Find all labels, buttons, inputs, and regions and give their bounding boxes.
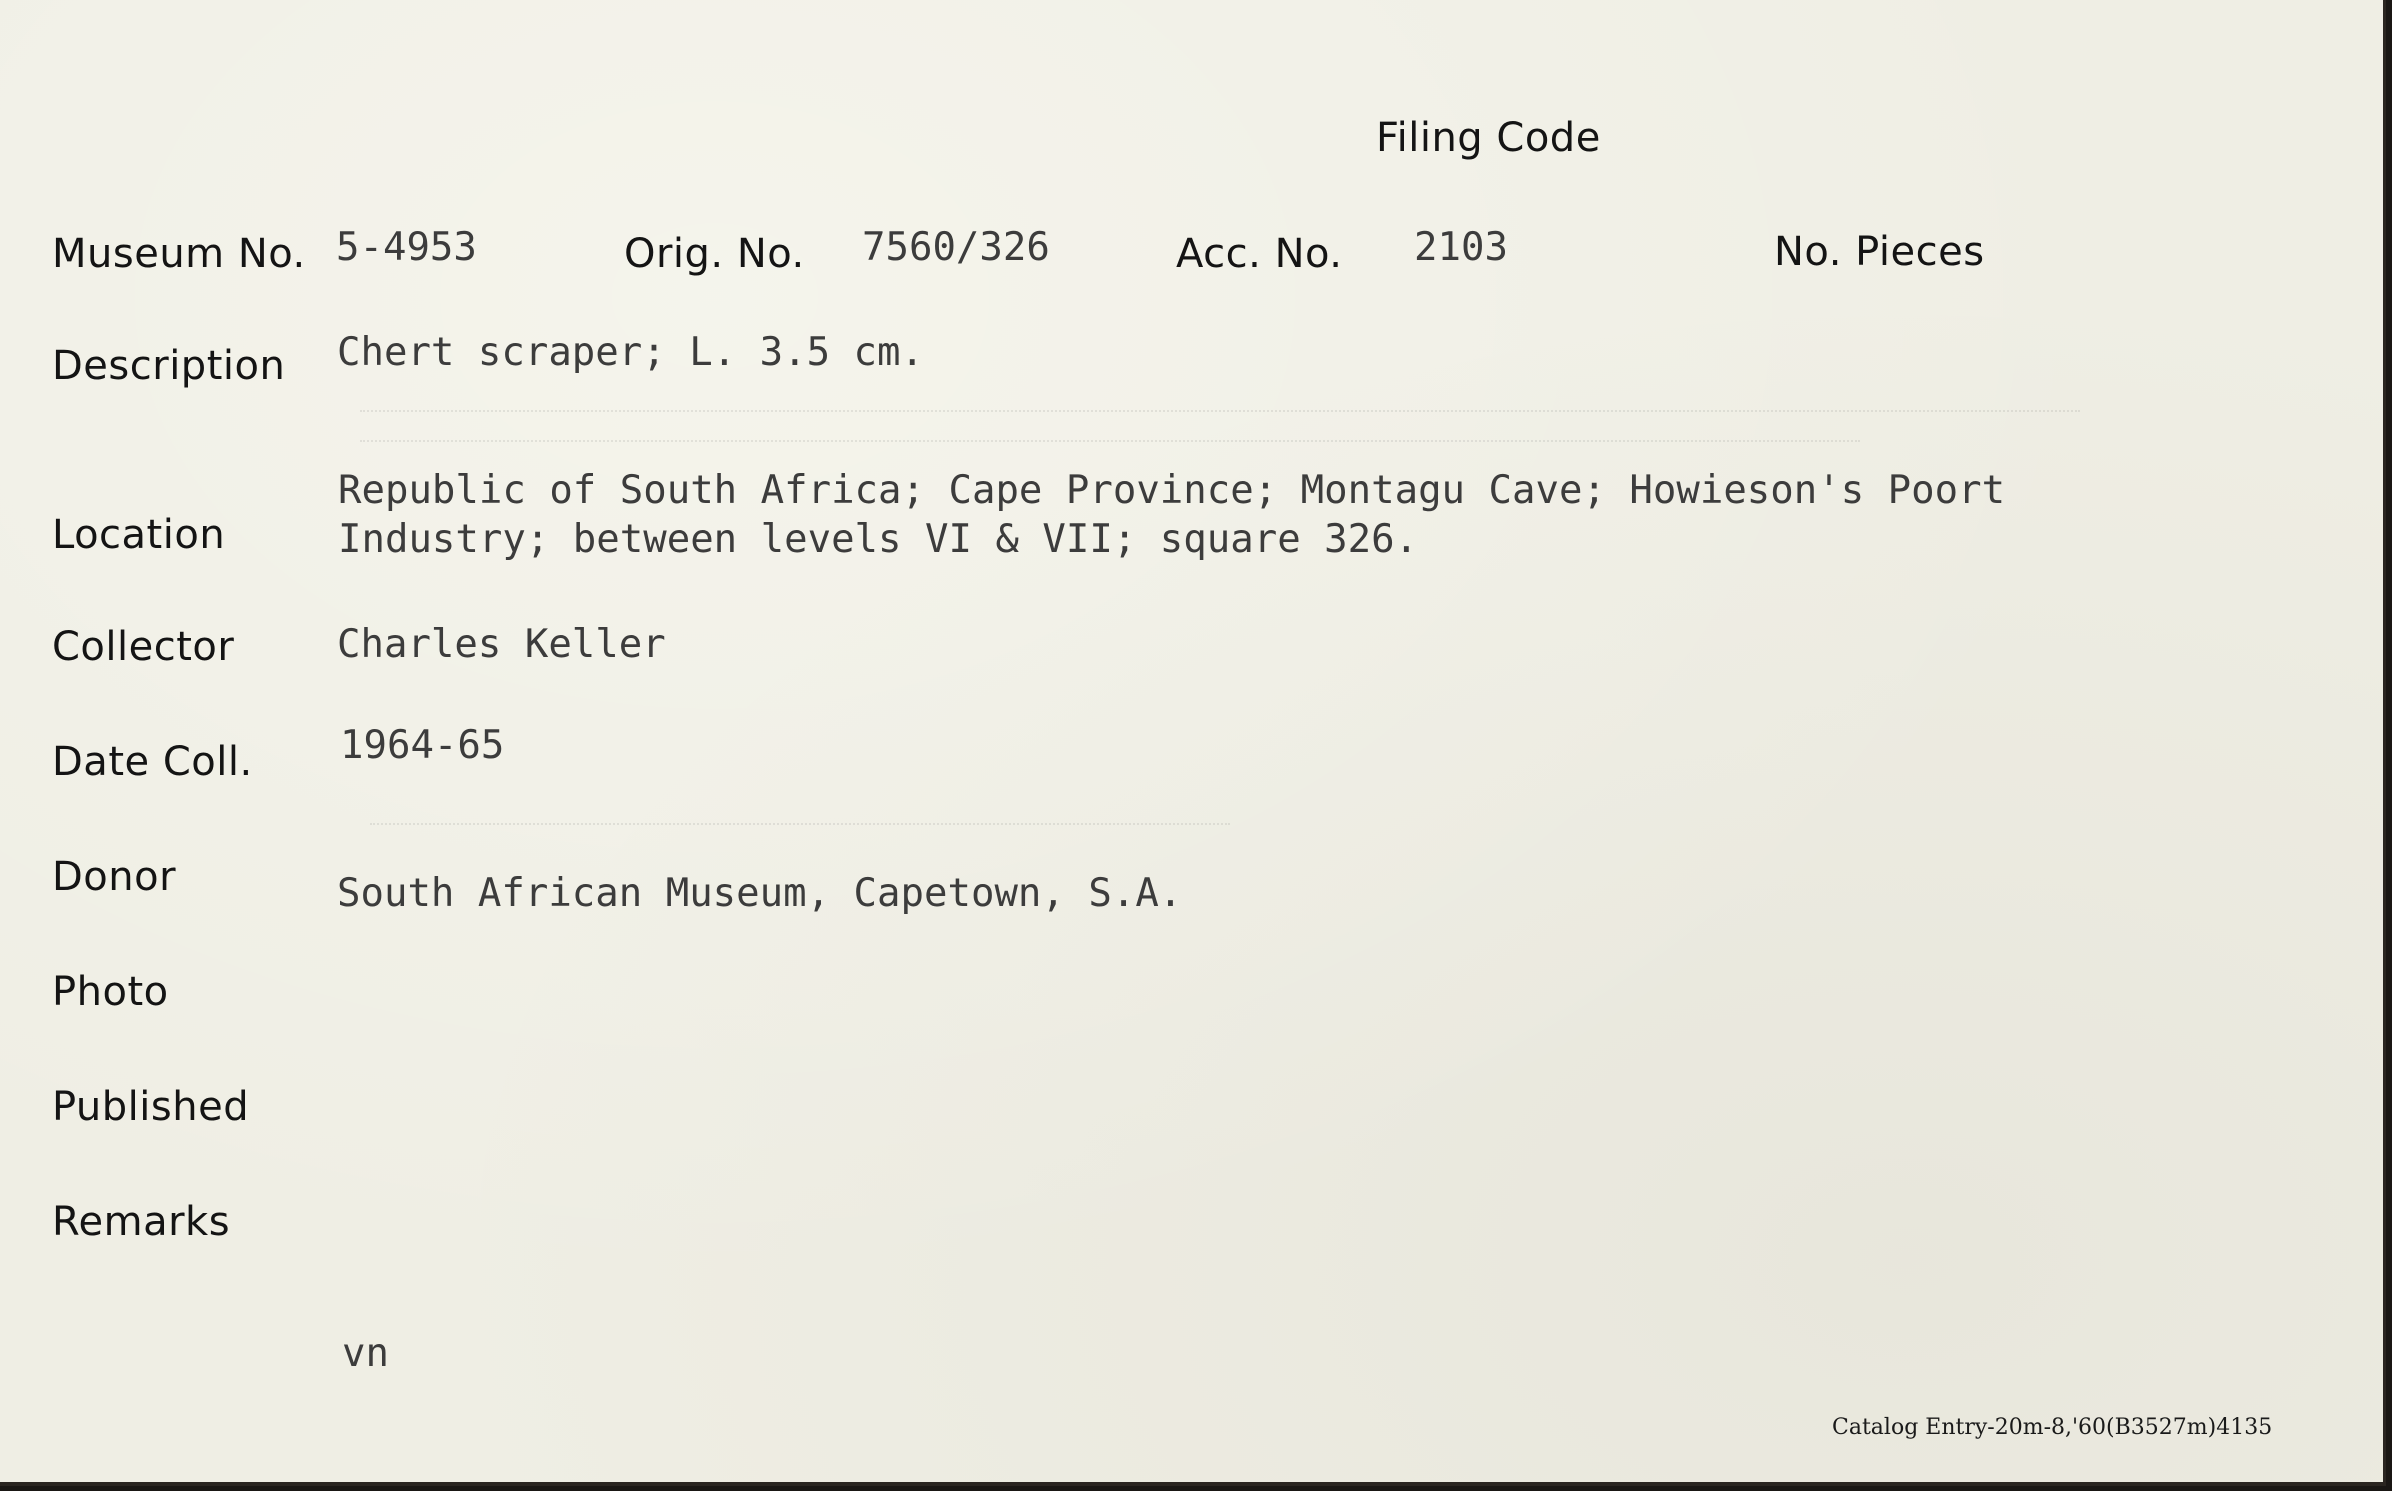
- published-label: Published: [52, 1084, 250, 1130]
- location-line-1: Republic of South Africa; Cape Province; Montagu Cave; Howieson's Poort: [338, 468, 2006, 513]
- faint-erased-line: [360, 440, 1860, 442]
- description-label: Description: [52, 343, 286, 389]
- remarks-label: Remarks: [52, 1199, 231, 1245]
- location-value: [338, 466, 2005, 564]
- date-coll-value: 1964-65: [340, 723, 505, 768]
- faint-erased-line: [360, 410, 2080, 412]
- description-value: Chert scraper; L. 3.5 cm.: [337, 330, 924, 375]
- initials: vn: [342, 1331, 389, 1376]
- acc-no-label: Acc. No.: [1176, 231, 1343, 277]
- filing-code-label: Filing Code: [1376, 115, 1601, 161]
- collector-label: Collector: [52, 624, 235, 670]
- faint-erased-line: [370, 823, 1230, 825]
- orig-no-value: 7560/326: [862, 225, 1050, 270]
- collector-value: Charles Keller: [337, 622, 666, 667]
- donor-value: South African Museum, Capetown, S.A.: [337, 871, 1183, 916]
- location-label: Location: [52, 512, 226, 558]
- museum-no-value: 5-4953: [336, 225, 477, 270]
- donor-label: Donor: [52, 854, 177, 900]
- date-coll-label: Date Coll.: [52, 739, 253, 785]
- acc-no-value: 2103: [1414, 225, 1508, 270]
- orig-no-label: Orig. No.: [624, 231, 805, 277]
- no-pieces-label: No. Pieces: [1774, 229, 1985, 275]
- museum-no-label: Museum No.: [52, 231, 306, 277]
- location-line-2: Industry; between levels VI & VII; square 326.: [338, 517, 1419, 562]
- catalog-entry-footer: Catalog Entry-20m-8,'60(B3527m)4135: [1832, 1415, 2273, 1440]
- photo-label: Photo: [52, 969, 169, 1015]
